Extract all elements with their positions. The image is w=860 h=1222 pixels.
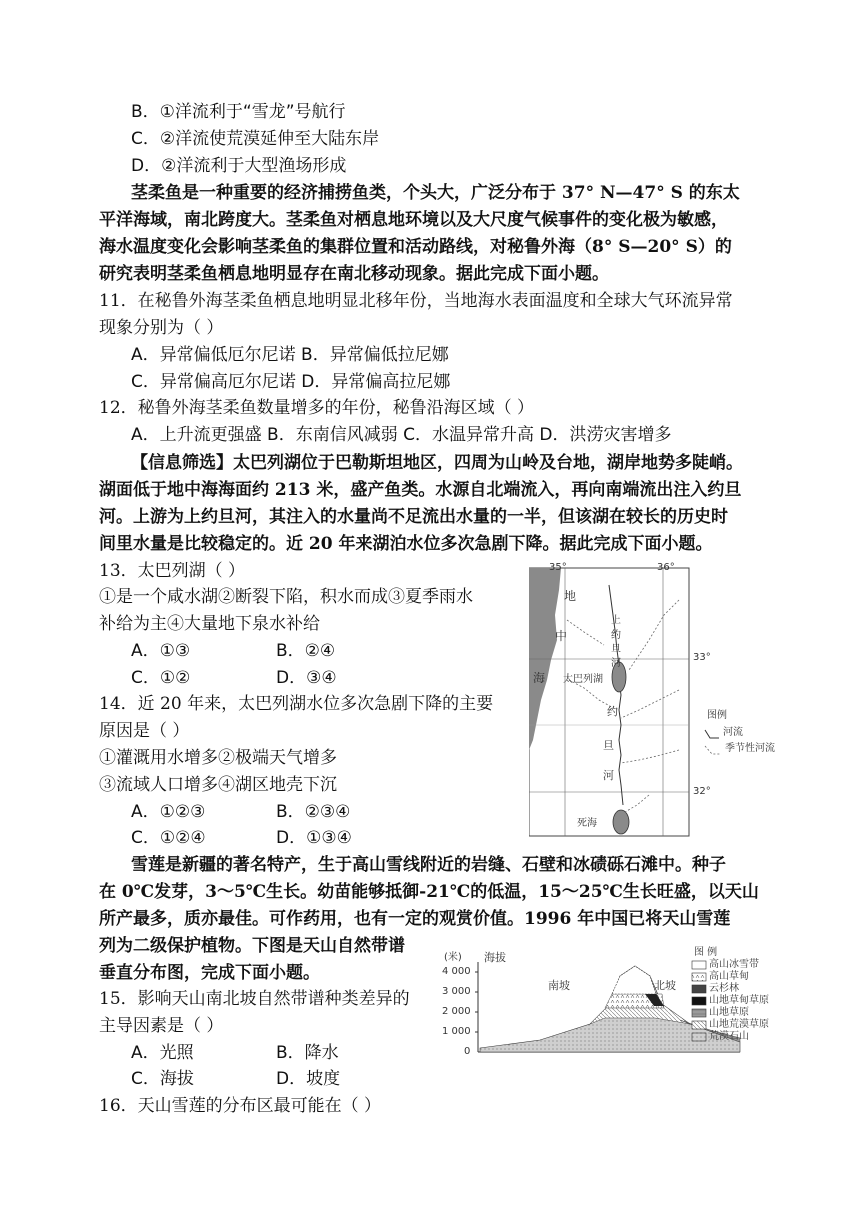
question-15-option-c: C．海拔: [131, 1069, 194, 1089]
question-15-option-b: B．降水: [276, 1043, 339, 1063]
legend-swatch-spruce: [692, 985, 706, 993]
tianshan-zone-diagram: [440, 944, 820, 1068]
question-12-options: A．上升流更强盛 B．东南信风减弱 C．水温异常升高 D．洪涝灾害增多: [131, 425, 672, 445]
map-upper-jordan-2: 约: [611, 630, 621, 641]
passage-lake-line4: 间里水量是比较稳定的。近 20 年来湖泊水位多次急剧下降。据此完成下面小题。: [99, 534, 713, 554]
map-upper-jordan-3: 旦: [611, 644, 621, 655]
dead-sea-shape: [613, 810, 629, 834]
map-lat-label-33: 33°: [693, 652, 711, 663]
question-13-option-a: A．①③: [131, 641, 191, 661]
passage-snow-lotus-line3: 所产最多，质亦最佳。可作药用，也有一定的观赏价值。1996 年中国已将天山雪莲: [99, 909, 731, 929]
question-14-option-c: C．①②④: [131, 828, 206, 848]
question-14-statements-1: ①灌溉用水增多②极端天气增多: [99, 748, 337, 768]
legend-ice-snow: 高山冰雪带: [709, 959, 759, 970]
question-15-option-a: A．光照: [131, 1043, 194, 1063]
map-sea-label-3: 海: [533, 671, 546, 685]
map-lon-label-36: 36°: [657, 562, 675, 573]
diagram-y-unit: (米): [444, 952, 462, 963]
passage-snow-lotus-line5: 垂直分布图，完成下面小题。: [99, 963, 320, 983]
map-lon-label-35: 35°: [549, 562, 567, 573]
question-12: 12．秘鲁外海茎柔鱼数量增多的年份，秘鲁沿海区域（ ）: [99, 398, 535, 418]
question-14-line2: 原因是（ ）: [99, 721, 190, 741]
map-legend-river: 河流: [723, 727, 743, 738]
diagram-ytick-4000: 4 000: [442, 966, 471, 977]
diagram-north-slope: 北坡: [654, 979, 676, 992]
diagram-y-title: 海拔: [484, 951, 506, 964]
map-jordan-3: 河: [603, 769, 614, 782]
legend-alpine-meadow: 高山草甸: [709, 971, 749, 982]
passage-snow-lotus-line1: 雪莲是新疆的著名特产，生于高山雪线附近的岩缝、石壁和冰碛砾石滩中。种子: [131, 855, 726, 875]
diagram-ytick-1000: 1 000: [442, 1026, 471, 1037]
legend-river-mark: [705, 730, 719, 738]
diagram-ytick-2000: 2 000: [442, 1006, 471, 1017]
question-14-option-a: A．①②③: [131, 802, 206, 822]
legend-swatch-desert-rock: [692, 1033, 706, 1041]
question-11-line2: 现象分别为（ ）: [99, 318, 224, 338]
question-13-statements-2: 补给为主④大量地下泉水补给: [99, 614, 320, 634]
passage-lake-line2: 湖面低于地中海海面约 213 米，盛产鱼类。水源自北端流入，再向南端流出注入约旦: [99, 480, 742, 500]
tiberias-map: [529, 560, 779, 840]
legend-desert-rock: 荒漠石山: [709, 1031, 749, 1042]
question-15-line2: 主导因素是（ ）: [99, 1016, 224, 1036]
map-legend-seasonal: 季节性河流: [725, 743, 775, 754]
question-15-line1: 15．影响天山南北坡自然带谱种类差异的: [99, 989, 410, 1009]
question-14-line1: 14．近 20 年来，太巴列湖水位多次急剧下降的主要: [99, 694, 494, 714]
map-upper-jordan-4: 河: [611, 658, 621, 669]
map-upper-jordan-1: 上: [611, 615, 621, 626]
legend-desert-steppe: 山地荒漠草原: [709, 1019, 769, 1030]
question-13-option-c: C．①②: [131, 668, 191, 688]
diagram-ytick-0: 0: [464, 1046, 471, 1057]
q10-option-c: C．②洋流使荒漠延伸至大陆东岸: [131, 129, 380, 149]
q10-option-b: B．①洋流利于“雪龙”号航行: [131, 102, 346, 122]
legend-mountain-steppe: 山地草原: [709, 1007, 749, 1018]
passage-squid-line4: 研究表明茎柔鱼栖息地明显存在南北移动现象。据此完成下面小题。: [99, 264, 609, 284]
passage-snow-lotus-line4: 列为二级保护植物。下图是天山自然带谱: [99, 936, 405, 956]
legend-swatch-meadow: [692, 973, 706, 981]
legend-meadow-steppe: 山地草甸草原: [709, 995, 769, 1006]
question-13: 13．太巴列湖（ ）: [99, 561, 246, 581]
map-lat-label-32: 32°: [693, 786, 711, 797]
passage-squid-line3: 海水温度变化会影响茎柔鱼的集群位置和活动路线，对秘鲁外海（8° S—20° S）的: [99, 237, 732, 257]
question-11-options-cd: C．异常偏高厄尔尼诺 D．异常偏高拉尼娜: [131, 372, 451, 392]
legend-swatch-meadow-steppe: [692, 997, 706, 1005]
legend-swatch-desert-steppe: [692, 1021, 706, 1029]
map-legend-title: 图例: [707, 710, 727, 721]
map-jordan-2: 旦: [603, 739, 614, 752]
map-dead-sea-label: 死海: [577, 818, 597, 829]
map-sea-label-2: 中: [555, 629, 568, 643]
passage-lake-line1: 【信息筛选】太巴列湖位于巴勒斯坦地区，四周为山岭及台地，湖岸地势多陡峭。: [131, 453, 743, 473]
legend-seasonal-mark: [705, 746, 721, 754]
question-15-option-d: D．坡度: [276, 1069, 341, 1089]
passage-snow-lotus-line2: 在 0℃发芽，3～5℃生长。幼苗能够抵御-21℃的低温，15～25℃生长旺盛，以天山: [99, 882, 759, 902]
question-11-line1: 11．在秘鲁外海茎柔鱼栖息地明显北移年份，当地海水表面温度和全球大气环流异常: [99, 291, 733, 311]
question-14-statements-2: ③流域人口增多④湖区地壳下沉: [99, 775, 337, 795]
question-13-statements-1: ①是一个咸水湖②断裂下陷，积水而成③夏季雨水: [99, 587, 473, 607]
question-16: 16．天山雪莲的分布区最可能在（ ）: [99, 1096, 382, 1116]
map-lake-label: 太巴列湖: [563, 674, 603, 685]
legend-spruce-forest: 云杉林: [709, 983, 739, 994]
diagram-ytick-3000: 3 000: [442, 986, 471, 997]
legend-swatch-steppe: [692, 1009, 706, 1017]
passage-squid-line2: 平洋海域，南北跨度大。茎柔鱼对栖息地环境以及大尺度气候事件的变化极为敏感，: [99, 210, 728, 230]
zone-alpine-ice-snow: [612, 966, 656, 994]
q10-option-d: D．②洋流利于大型渔场形成: [131, 156, 347, 176]
diagram-legend-title: 图 例: [694, 947, 718, 958]
legend-swatch-ice: [692, 961, 706, 969]
passage-squid-line1: 茎柔鱼是一种重要的经济捕捞鱼类，个头大，广泛分布于 37° N—47° S 的东太: [131, 183, 740, 203]
question-14-option-d: D．①③④: [276, 828, 352, 848]
map-jordan-1: 约: [607, 705, 618, 718]
diagram-south-slope: 南坡: [548, 979, 570, 992]
passage-lake-line3: 河。上游为上约旦河，其注入的水量尚不足流出水量的一半，但该湖在较长的历史时: [99, 507, 728, 527]
question-13-option-b: B．②④: [276, 641, 336, 661]
question-14-option-b: B．②③④: [276, 802, 351, 822]
question-13-option-d: D．③④: [276, 668, 337, 688]
map-sea-label-1: 地: [564, 589, 577, 603]
question-11-options-ab: A．异常偏低厄尔尼诺 B．异常偏低拉尼娜: [131, 345, 449, 365]
